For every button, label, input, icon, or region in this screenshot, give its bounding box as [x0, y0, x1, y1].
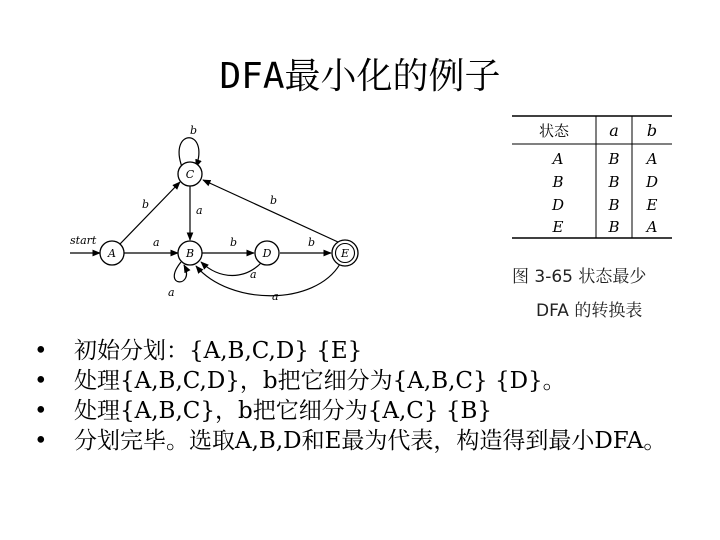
- list-item: • 分划完毕。选取A,B,D和E最为代表，构造得到最小DFA。: [30, 426, 700, 456]
- state-c-label: C: [185, 168, 195, 181]
- slide-title: DFA最小化的例子: [219, 56, 501, 97]
- transition-label-a-to-c: b: [142, 198, 150, 211]
- transition-label-d-to-b: a: [250, 268, 257, 281]
- list-item: • 初始分划：{A,B,C,D} {E}: [30, 336, 700, 366]
- state-d-label: D: [262, 247, 272, 260]
- table-cell: E: [552, 218, 564, 236]
- table-cell: B: [608, 218, 620, 236]
- state-a-label: A: [108, 247, 116, 260]
- state-e-accepting: [332, 240, 358, 266]
- transition-label-a-to-b: a: [153, 236, 160, 249]
- state-d: [255, 241, 279, 265]
- table-row: [551, 150, 658, 168]
- transition-label-b-to-d: b: [230, 236, 238, 249]
- transition-label-c-to-b: a: [196, 204, 203, 217]
- transition-label-e-to-b: a: [272, 290, 279, 303]
- table-cell: A: [646, 218, 658, 236]
- table-cell: A: [552, 150, 564, 168]
- dfa-diagram: [60, 110, 380, 310]
- table-header-state: 状态: [538, 122, 570, 140]
- list-item: • 处理{A,B,C}，b把它细分为{A,C} {B}: [30, 396, 700, 426]
- table-cell: D: [551, 196, 565, 214]
- state-c: [178, 162, 202, 186]
- table-cell: E: [646, 196, 658, 214]
- table-row: [552, 218, 658, 236]
- table-row: [551, 196, 658, 214]
- table-row: [551, 173, 658, 191]
- transition-b-self-loop: [174, 262, 186, 282]
- list-item: • 处理{A,B,C,D}，b把它细分为{A,B,C} {D}。: [30, 366, 700, 396]
- state-e-label: E: [340, 247, 350, 260]
- table-cell: B: [608, 150, 620, 168]
- table-caption-line2: DFA 的转换表: [536, 301, 643, 321]
- table-header-b: b: [646, 121, 658, 140]
- transition-label-c-self-loop: b: [190, 124, 198, 137]
- minimization-steps: [30, 336, 700, 456]
- state-a: [100, 241, 124, 265]
- table-cell: A: [646, 150, 658, 168]
- table-cell: D: [645, 173, 659, 191]
- table-header-a: a: [609, 121, 619, 140]
- transition-e-to-b: [196, 264, 340, 296]
- transition-a-to-c: [120, 182, 180, 244]
- table-cell: B: [608, 196, 620, 214]
- state-b-label: B: [185, 247, 195, 260]
- transition-label-b-self-loop: a: [168, 286, 175, 299]
- transition-label-e-to-c: b: [270, 194, 278, 207]
- transition-label-d-to-e: b: [308, 236, 316, 249]
- transition-table: [508, 112, 688, 242]
- state-b: [178, 241, 202, 265]
- table-caption-line1: 图 3-65 状态最少: [512, 267, 647, 287]
- start-label: start: [70, 234, 97, 247]
- table-cell: B: [552, 173, 564, 191]
- transition-e-to-c: [203, 180, 338, 242]
- table-cell: B: [608, 173, 620, 191]
